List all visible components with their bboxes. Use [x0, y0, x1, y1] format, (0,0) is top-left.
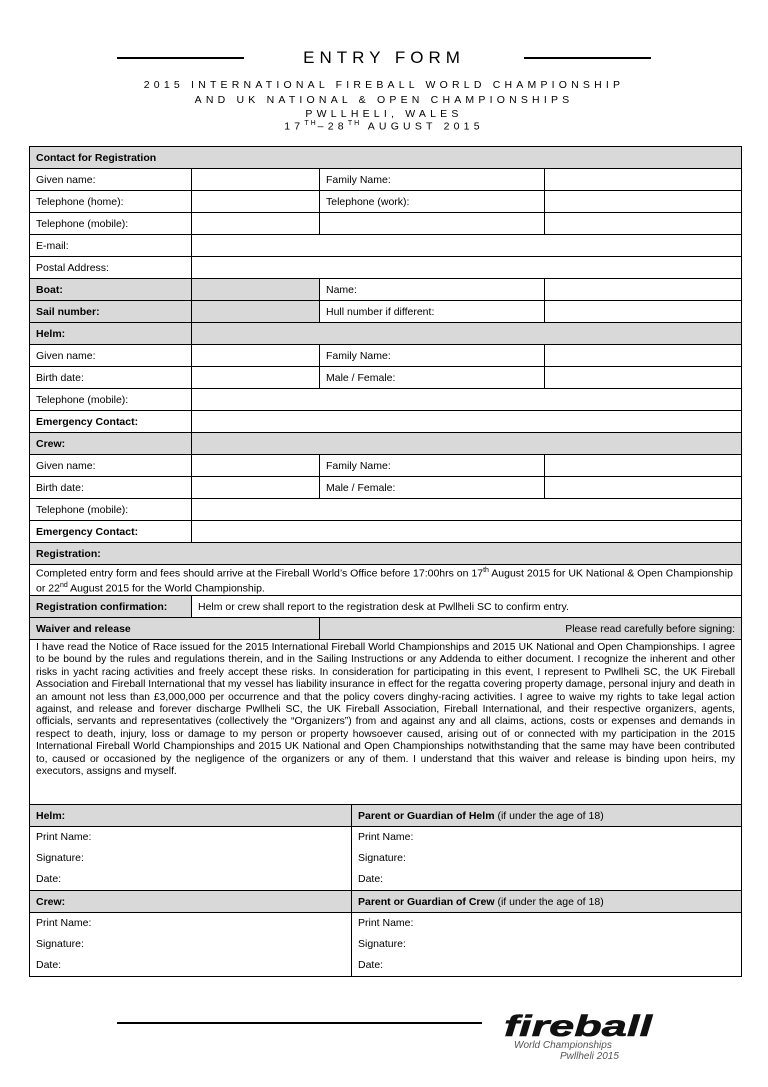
parent-helm-heading — [352, 805, 742, 827]
boat-name-label: Name: — [320, 279, 545, 301]
crew-family-name-label: Family Name: — [320, 455, 545, 477]
registration-text-c: August 2015 for the World Championship. — [67, 582, 265, 595]
date-dash: – — [317, 120, 328, 133]
crew-given-name-label: Given name: — [30, 455, 192, 477]
helm-gender-label: Male / Female: — [320, 367, 545, 389]
date-end-suffix: TH — [347, 120, 362, 127]
helm-given-name-field[interactable] — [192, 345, 320, 367]
parent-helm-date-label: Date: — [358, 873, 384, 885]
logo-wordmark: fireball — [504, 1010, 653, 1043]
contact-family-name-field[interactable] — [545, 169, 742, 191]
helm-family-name-label: Family Name: — [320, 345, 545, 367]
form-title: ENTRY FORM — [303, 48, 465, 67]
parent-crew-signature-label: Signature: — [358, 938, 406, 950]
crew-emergency-label: Emergency Contact: — [30, 521, 192, 543]
boat-name-field[interactable] — [545, 279, 742, 301]
contact-tel-mobile-field[interactable] — [192, 213, 320, 235]
contact-tel-mobile-label: Telephone (mobile): — [30, 213, 192, 235]
parent-crew-label: Parent or Guardian of Crew — [358, 895, 495, 908]
footer-rule — [117, 1022, 482, 1024]
helm-print-name-label: Print Name: — [36, 831, 92, 843]
crew-print-name-label: Print Name: — [36, 917, 92, 929]
crew-tel-mobile-field[interactable] — [192, 499, 742, 521]
crew-birth-date-field[interactable] — [192, 477, 320, 499]
helm-given-name-label: Given name: — [30, 345, 192, 367]
registration-confirmation-label: Registration confirmation: — [30, 596, 192, 618]
date-end: 28 — [327, 120, 348, 133]
crew-heading: Crew: — [30, 433, 192, 455]
helm-emergency-field[interactable] — [192, 411, 742, 433]
parent-crew-print-name-label: Print Name: — [358, 917, 414, 929]
crew-given-name-field[interactable] — [192, 455, 320, 477]
parent-helm-signature-block[interactable] — [352, 827, 742, 891]
registration-sup-a: th — [483, 567, 489, 574]
helm-family-name-field[interactable] — [545, 345, 742, 367]
subtitle-line-3: PWLLHELI, WALES — [305, 108, 463, 120]
logo-line-1: World Championships — [514, 1040, 612, 1051]
registration-text-b: August 2015 for UK National & Open Championship or 22 — [36, 567, 733, 595]
sail-number-field[interactable] — [192, 301, 320, 323]
contact-tel-home-field[interactable] — [192, 191, 320, 213]
registration-instructions — [30, 565, 742, 596]
crew-signature-block[interactable] — [30, 913, 352, 977]
contact-email-field[interactable] — [192, 235, 742, 257]
crew-signature-heading: Crew: — [30, 891, 352, 913]
boat-label: Boat: — [30, 279, 192, 301]
contact-family-name-label: Family Name: — [320, 169, 545, 191]
date-start-suffix: TH — [304, 120, 318, 127]
contact-email-label: E-mail: — [30, 235, 192, 257]
contact-tel-work-label: Telephone (work): — [320, 191, 545, 213]
contact-given-name-field[interactable] — [192, 169, 320, 191]
subtitle-line-2: AND UK NATIONAL & OPEN CHAMPIONSHIPS — [194, 94, 574, 106]
crew-tel-mobile-label: Telephone (mobile): — [30, 499, 192, 521]
parent-crew-date-label: Date: — [358, 959, 384, 971]
contact-heading: Contact for Registration — [30, 147, 742, 169]
helm-signature-heading: Helm: — [30, 805, 352, 827]
contact-postal-field[interactable] — [192, 257, 742, 279]
contact-tel-home-label: Telephone (home): — [30, 191, 192, 213]
helm-heading-fill — [192, 323, 742, 345]
crew-gender-label: Male / Female: — [320, 477, 545, 499]
helm-signature-block[interactable] — [30, 827, 352, 891]
crew-birth-date-label: Birth date: — [30, 477, 192, 499]
hull-number-field[interactable] — [545, 301, 742, 323]
parent-crew-heading — [352, 891, 742, 913]
helm-heading: Helm: — [30, 323, 192, 345]
contact-blank-cell — [320, 213, 545, 235]
boat-class-field[interactable] — [192, 279, 320, 301]
contact-given-name-label: Given name: — [30, 169, 192, 191]
helm-date-label: Date: — [36, 873, 62, 885]
crew-family-name-field[interactable] — [545, 455, 742, 477]
registration-text-a: Completed entry form and fees should arrive at the Fireball World’s Office before 17:00hrs on 17 — [36, 567, 484, 580]
parent-crew-signature-block[interactable] — [352, 913, 742, 977]
date-month-year: AUGUST 2015 — [367, 120, 484, 133]
waiver-text: I have read the Notice of Race issued for the 2015 International Fireball World Championships and 2015 UK National and Open Championships. I agree to be bound by the rules and regulations therein, and in the Sailing Instructions or any Addenda to either document. I recognize the inherent and other risks in yacht racing activities and freely accept these risks. In consideration for participating in this event, I represent to Pwllheli SC, the UK Fireball Association and Fireball International that my vessel has liability insurance in effect for the regatta covering property damage, personal injury and death in an amount not less than £3,000,000 per occurrence and that the policy covers dinghy-racing activities. I agree to waive my rights to take legal action against, and release and forever discharge Pwllheli SC, the UK Fireball Association, Fireball International, and their respective organizers, agents, officials, servants and representatives (collectively the “Organizers”) from and against any and all claims, actions, costs or expenses and demands in respect to death, injury, loss or damage to my person or property howsoever caused, arising out of or connected with my participation in the 2015 International Fireball World Championships and 2015 UK National and Open Championships notwithstanding that the same may have been contributed to, caused or occasioned by the negligence of the organizers or any of them. I understand that this waiver and release is binding upon heirs, my executors, assigns and myself. — [30, 640, 742, 805]
contact-postal-label: Postal Address: — [30, 257, 192, 279]
parent-helm-print-name-label: Print Name: — [358, 831, 414, 843]
sail-number-label: Sail number: — [30, 301, 192, 323]
subtitle-line-1: 2015 INTERNATIONAL FIREBALL WORLD CHAMPIONSHIP — [143, 79, 625, 91]
crew-heading-fill — [192, 433, 742, 455]
parent-helm-signature-label: Signature: — [358, 852, 406, 864]
waiver-heading: Waiver and release — [30, 618, 320, 640]
contact-tel-work-field[interactable] — [545, 191, 742, 213]
parent-helm-age-note: (if under the age of 18) — [497, 809, 604, 822]
entry-form-table — [29, 146, 742, 977]
helm-tel-mobile-label: Telephone (mobile): — [30, 389, 192, 411]
parent-crew-age-note: (if under the age of 18) — [497, 895, 604, 908]
registration-confirmation-text: Helm or crew shall report to the registration desk at Pwllheli SC to confirm entry. — [192, 596, 742, 618]
contact-blank-cell-2 — [545, 213, 742, 235]
registration-heading: Registration: — [30, 543, 742, 565]
helm-tel-mobile-field[interactable] — [192, 389, 742, 411]
helm-birth-date-field[interactable] — [192, 367, 320, 389]
crew-gender-field[interactable] — [545, 477, 742, 499]
waiver-note: Please read carefully before signing: — [320, 618, 742, 640]
helm-emergency-label: Emergency Contact: — [30, 411, 192, 433]
logo-line-2: Pwllheli 2015 — [560, 1051, 619, 1062]
helm-gender-field[interactable] — [545, 367, 742, 389]
date-start: 17 — [284, 120, 305, 133]
helm-birth-date-label: Birth date: — [30, 367, 192, 389]
crew-signature-label: Signature: — [36, 938, 84, 950]
fireball-logo — [498, 1006, 658, 1066]
hull-number-label: Hull number if different: — [320, 301, 545, 323]
event-dates — [0, 120, 768, 133]
helm-signature-label: Signature: — [36, 852, 84, 864]
registration-sup-b: nd — [59, 582, 68, 589]
crew-emergency-field[interactable] — [192, 521, 742, 543]
parent-helm-label: Parent or Guardian of Helm — [358, 809, 495, 822]
crew-date-label: Date: — [36, 959, 62, 971]
